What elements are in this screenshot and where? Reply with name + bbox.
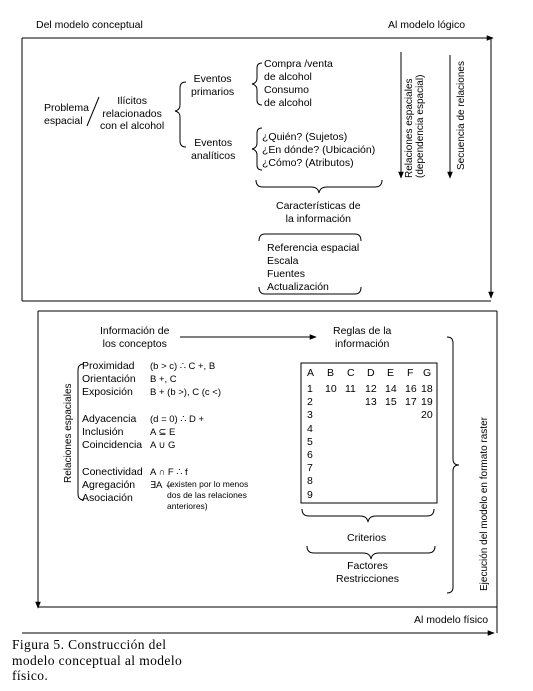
- raster-row-number: 7: [307, 462, 313, 475]
- raster-cell: 13: [365, 396, 377, 409]
- vertical-raster-execution: Ejecución del modelo en formato raster: [479, 417, 490, 591]
- relation-group-3-note: (existen por lo menos dos de las relaciones anteriores): [167, 479, 249, 511]
- raster-column-header: D: [367, 367, 375, 379]
- raster-column-header: F: [407, 367, 414, 379]
- brace-grid: [302, 509, 434, 522]
- info-characteristics-items: Referencia espacial Escala Fuentes Actualización: [267, 242, 360, 293]
- brace-raster-right: [447, 337, 459, 593]
- brace-problem: [175, 82, 186, 147]
- problem-item: Ilícitos relacionados con el alcohol: [100, 95, 165, 132]
- raster-row-number: 9: [307, 488, 313, 501]
- relation-group-1-formulas: (b > c) ∴ C +, B B +, C B + (b >), C (c <): [150, 361, 222, 398]
- raster-cell: 12: [365, 383, 377, 395]
- primary-events-items: Compra /venta de alcohol Consumo de alcohol: [264, 58, 333, 109]
- info-rules-label: Reglas de la información: [333, 325, 392, 350]
- relation-group-3-formulas: A ∩ F ∴ f ∃A ⇔: [150, 467, 188, 491]
- brace-criteria: [307, 546, 435, 559]
- raster-column-header: B: [327, 367, 335, 379]
- brace-primary: [252, 63, 262, 105]
- primary-events-label: Eventos primarios: [191, 73, 235, 98]
- raster-row-number: 6: [307, 449, 313, 461]
- relation-group-3-labels: Conectividad Agregación Asociación: [82, 466, 143, 504]
- raster-row-number: 5: [307, 435, 313, 448]
- relation-group-2-formulas: (d = 0) ∴ D + A ⊆ E A ∪ G: [150, 414, 205, 451]
- raster-cell: 16: [405, 383, 417, 395]
- raster-row-number: 8: [307, 475, 313, 488]
- concept-info-label: Información de los conceptos: [100, 325, 170, 350]
- analytic-events-items: ¿Quién? (Sujetos) ¿En dónde? (Ubicación) ¿Cómo? (Atributos): [262, 131, 376, 169]
- label-to-physical: Al modelo físico: [414, 614, 489, 626]
- raster-column-header: A: [307, 367, 315, 379]
- raster-row-number: 2: [307, 396, 313, 409]
- bracket-characteristics: [259, 234, 361, 241]
- raster-cell: 19: [421, 396, 433, 409]
- raster-row-number: 1: [307, 383, 313, 395]
- label-from-conceptual: Del modelo conceptual: [36, 19, 143, 31]
- info-characteristics-label: Características de la información: [276, 200, 361, 225]
- vertical-spatial-relations-bottom: Relaciones espaciales: [63, 383, 74, 483]
- figure-caption: Figura 5. Construcción del modelo conceptual al modelo físico.: [12, 637, 183, 683]
- problem-label: Problema espacial: [44, 102, 89, 127]
- label-to-logical: Al modelo lógico: [388, 19, 466, 31]
- raster-cell: 15: [385, 396, 397, 409]
- vertical-spatial-relations: Relaciones espaciales (dependencia espacial): [404, 74, 426, 178]
- raster-row-number: 4: [307, 422, 313, 435]
- brace-characteristics: [256, 180, 382, 193]
- raster-column-header: G: [423, 367, 432, 379]
- vertical-sequence: Secuencia de relaciones: [456, 61, 467, 170]
- raster-grid: [301, 363, 437, 503]
- raster-column-header: E: [387, 367, 395, 379]
- raster-cell: 18: [421, 383, 433, 395]
- raster-cell: 10: [325, 383, 337, 395]
- raster-cell: 11: [345, 383, 356, 395]
- criteria-label: Criterios: [347, 532, 387, 544]
- relation-group-1-labels: Proximidad Orientación Exposición: [82, 360, 136, 398]
- criteria-items: Factores Restricciones: [336, 560, 400, 585]
- raster-row-number: 3: [307, 409, 313, 422]
- raster-cell: 20: [421, 409, 433, 422]
- analytic-events-label: Eventos analíticos: [191, 137, 236, 162]
- raster-cell: 17: [405, 396, 417, 409]
- brace-analytic: [252, 128, 262, 170]
- relation-group-2-labels: Adyacencia Inclusión Coincidencia: [82, 413, 143, 451]
- raster-column-header: C: [347, 367, 355, 379]
- raster-cell: 14: [385, 383, 397, 395]
